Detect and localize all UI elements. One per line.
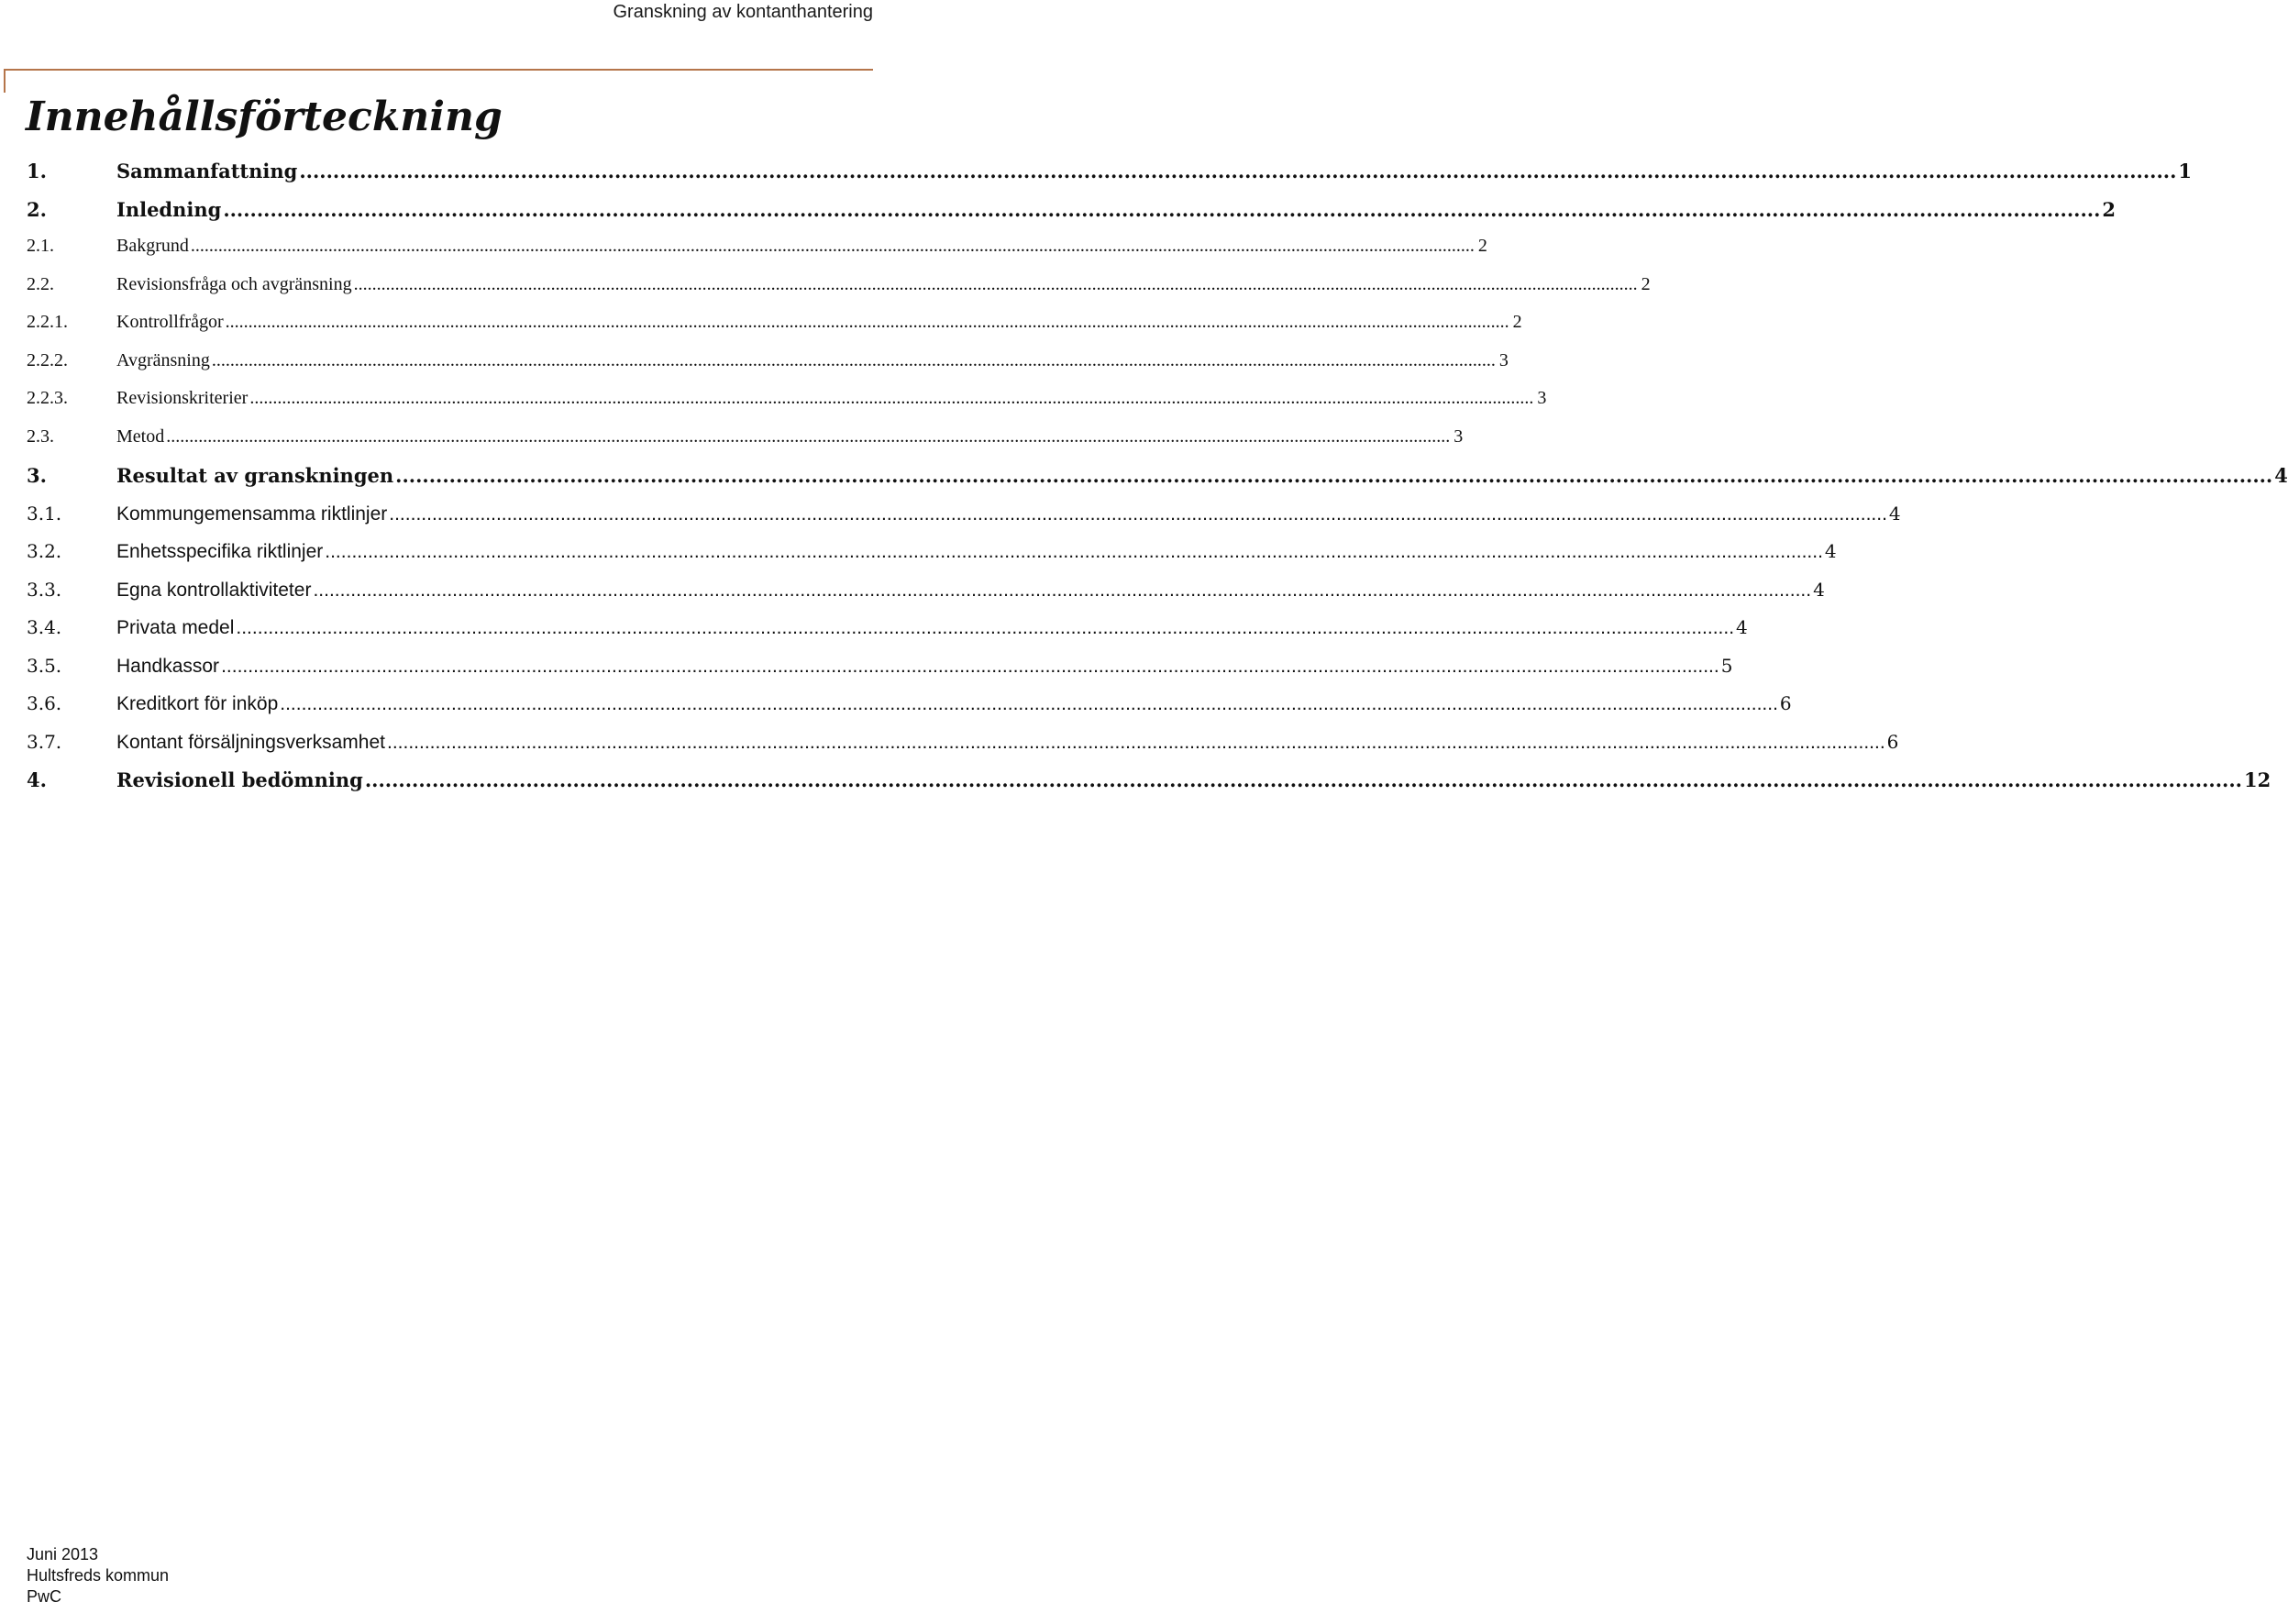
table-of-contents [27, 160, 2288, 807]
footer-date: Juni 2013 [27, 1545, 99, 1563]
toc-entry-number: 2.2.1. [27, 312, 68, 332]
toc-entry-page: 2 [1477, 236, 1487, 256]
toc-entry-label: Bakgrund [116, 236, 189, 256]
toc-entry[interactable] [27, 160, 2193, 198]
toc-entry-label: Kontrollfrågor [116, 312, 224, 332]
header-divider [4, 69, 873, 71]
toc-entry-page: 5 [1720, 654, 1733, 677]
toc-entry-number: 2.3. [27, 425, 54, 447]
toc-entry[interactable] [27, 388, 1547, 426]
toc-entry-label: Privata medel [116, 617, 235, 638]
toc-entry[interactable] [27, 578, 1825, 617]
toc-entry-label: Kontant försäljningsverksamhet [116, 731, 385, 753]
toc-entry-number: 3.3. [27, 578, 62, 601]
toc-entry[interactable] [27, 464, 2288, 503]
toc-entry[interactable] [27, 425, 1464, 465]
toc-leader-dots [354, 274, 1638, 295]
toc-leader-dots [212, 350, 1496, 371]
toc-entry-number: 3.1. [27, 502, 62, 525]
toc-entry-number: 3.5. [27, 654, 62, 677]
toc-leader-dots [313, 580, 1811, 602]
toc-entry-page: 2 [2102, 197, 2117, 221]
toc-entry-label: Handkassor [116, 655, 220, 677]
toc-leader-dots [236, 617, 1734, 639]
toc-entry[interactable] [27, 273, 1651, 313]
toc-entry-page: 4 [2274, 464, 2288, 487]
toc-leader-dots [226, 312, 1509, 333]
footer-author: PwC [27, 1587, 62, 1606]
toc-entry-label: Revisionell bedömning [116, 768, 363, 791]
toc-entry-page: 3 [1498, 349, 1509, 370]
toc-entry-label: Resultat av granskningen [116, 464, 394, 487]
toc-entry-page: 2 [1512, 312, 1522, 332]
toc-entry-page: 4 [1888, 502, 1901, 525]
toc-leader-dots [365, 768, 2242, 791]
toc-entry[interactable] [27, 502, 1901, 541]
toc-entry-label: Egna kontrollaktiviteter [116, 579, 312, 601]
toc-entry-page: 12 [2243, 768, 2271, 791]
toc-entry-number: 2.2.2. [27, 349, 68, 370]
toc-entry-label: Avgränsning [116, 349, 210, 370]
toc-leader-dots [249, 388, 1533, 409]
toc-entry[interactable] [27, 654, 1733, 693]
toc-entry-page: 2 [1641, 273, 1651, 294]
toc-entry-label: Revisionsfråga och avgränsning [116, 273, 352, 294]
toc-entry-page: 6 [1886, 730, 1899, 753]
toc-entry[interactable] [27, 616, 1748, 655]
toc-leader-dots [280, 693, 1778, 715]
footer-organization: Hultsfreds kommun [27, 1566, 170, 1585]
toc-entry-label: Sammanfattning [116, 160, 298, 182]
toc-entry[interactable] [27, 692, 1792, 731]
toc-leader-dots [223, 198, 2100, 221]
toc-leader-dots [166, 426, 1450, 447]
header-divider-tick [4, 69, 6, 93]
toc-entry-number: 3. [27, 464, 47, 487]
toc-leader-dots [395, 464, 2272, 487]
toc-entry-label: Inledning [116, 197, 222, 221]
toc-leader-dots [299, 160, 2176, 182]
toc-entry-number: 3.6. [27, 692, 62, 714]
toc-entry[interactable] [27, 349, 1509, 389]
toc-entry-number: 1. [27, 160, 47, 182]
toc-entry-number: 4. [27, 768, 47, 791]
toc-entry-label: Metod [116, 425, 165, 447]
toc-entry-label: Kreditkort för inköp [116, 693, 279, 714]
toc-entry[interactable] [27, 312, 1522, 350]
running-header-title: Granskning av kontanthantering [613, 2, 873, 22]
toc-entry-label: Kommungemensamma riktlinjer [116, 503, 388, 525]
toc-entry-number: 2. [27, 197, 47, 221]
toc-entry-number: 2.1. [27, 236, 54, 256]
toc-title: Innehållsförteckning [26, 94, 503, 140]
toc-leader-dots [221, 656, 1719, 678]
toc-entry-number: 2.2. [27, 273, 54, 294]
page-footer [27, 1544, 169, 1607]
toc-entry[interactable] [27, 236, 1487, 274]
toc-entry-page: 4 [1736, 616, 1748, 638]
toc-entry-page: 4 [1813, 578, 1825, 601]
toc-entry[interactable] [27, 540, 1837, 579]
toc-entry[interactable] [27, 730, 1899, 769]
toc-entry[interactable] [27, 768, 2271, 807]
toc-entry[interactable] [27, 197, 2117, 237]
toc-entry-number: 3.4. [27, 616, 62, 638]
toc-entry-page: 4 [1824, 540, 1837, 562]
toc-leader-dots [325, 541, 1823, 563]
toc-leader-dots [387, 732, 1885, 754]
toc-leader-dots [389, 503, 1887, 525]
toc-entry-label: Revisionskriterier [116, 388, 249, 408]
toc-entry-label: Enhetsspecifika riktlinjer [116, 541, 324, 562]
toc-entry-page: 3 [1537, 388, 1547, 408]
toc-entry-page: 1 [2178, 160, 2193, 182]
toc-entry-page: 6 [1779, 692, 1792, 714]
toc-entry-number: 2.2.3. [27, 388, 68, 408]
toc-entry-number: 3.2. [27, 540, 62, 562]
toc-entry-number: 3.7. [27, 730, 62, 753]
toc-entry-page: 3 [1453, 425, 1464, 447]
toc-leader-dots [191, 236, 1475, 257]
